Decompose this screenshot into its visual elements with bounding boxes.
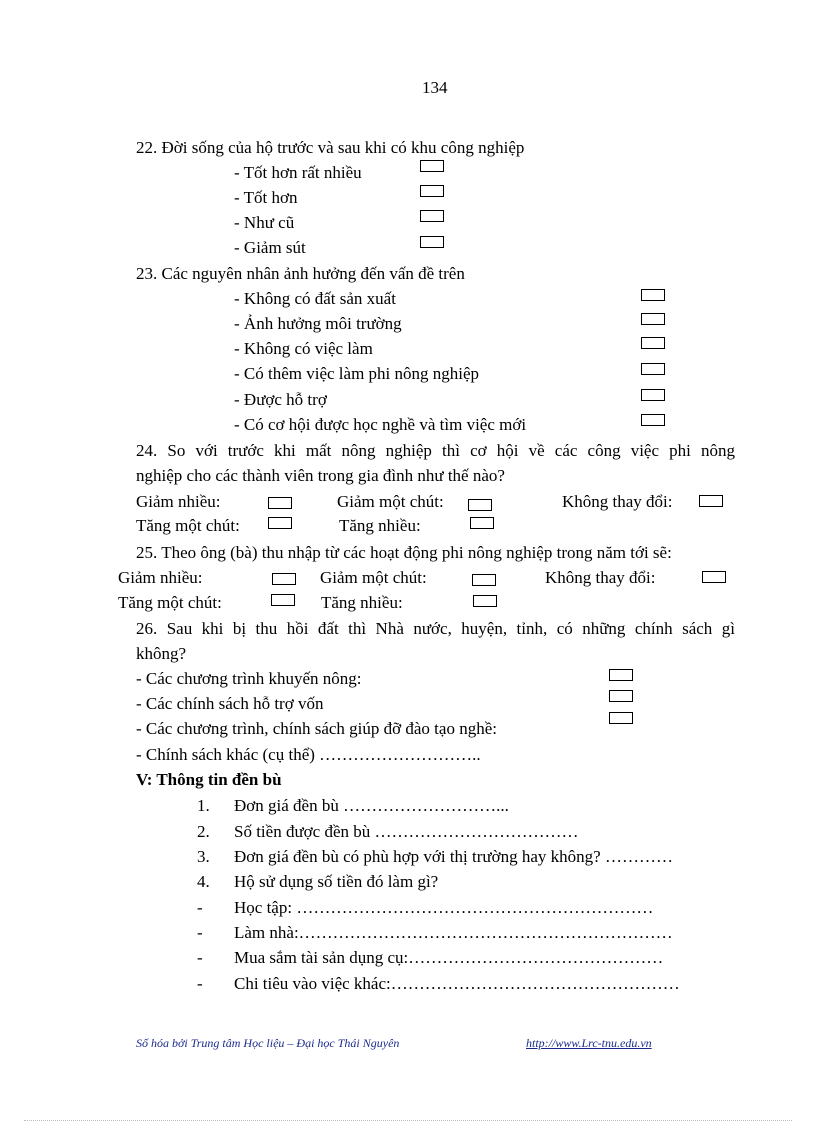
q22-option-label: - Tốt hơn: [234, 188, 298, 207]
q23-option-label: - Không có việc làm: [234, 339, 373, 358]
q24-tang-nhieu-label: Tăng nhiều:: [339, 516, 421, 535]
q23-checkbox[interactable]: [641, 414, 665, 426]
bullet-text: Học tập: ………………………………………………………: [234, 898, 654, 917]
q22-option-label: - Như cũ: [234, 213, 295, 232]
question-22-title: 22. Đời sống của hộ trước và sau khi có khu công nghiệp: [136, 138, 525, 157]
bullet-mark: -: [197, 923, 203, 942]
q22-option-label: - Giảm sút: [234, 238, 306, 257]
q25-tang-nhieu-checkbox[interactable]: [473, 595, 497, 607]
q23-checkbox[interactable]: [641, 337, 665, 349]
q26-checkbox[interactable]: [609, 669, 633, 681]
q23-option-label: - Có cơ hội được học nghề và tìm việc mới: [234, 415, 527, 434]
q25-khong-thay-doi-checkbox[interactable]: [702, 571, 726, 583]
q22-checkbox[interactable]: [420, 236, 444, 248]
q23-option-label: - Ảnh hưởng môi trường: [234, 314, 402, 333]
section-5-heading: V: Thông tin đền bù: [136, 770, 282, 789]
q25-giam-mot-chut-checkbox[interactable]: [472, 574, 496, 586]
q23-option-label: - Không có đất sản xuất: [234, 289, 396, 308]
question-24-line2: nghiệp cho các thành viên trong gia đình như thế nào?: [136, 466, 505, 485]
bullet-text: Làm nhà:…………………………………………………………: [234, 923, 673, 942]
q22-option-label: - Tốt hơn rất nhiều: [234, 163, 362, 182]
q24-khong-thay-doi-checkbox[interactable]: [699, 495, 723, 507]
q26-option-label: - Các chương trình khuyến nông:: [136, 669, 362, 688]
bullet-mark: -: [197, 974, 203, 993]
question-23-title: 23. Các nguyên nhân ảnh hưởng đến vấn đề trên: [136, 264, 465, 283]
bullet-mark: -: [197, 898, 203, 917]
page-bottom-divider: [24, 1120, 792, 1121]
q24-khong-thay-doi-label: Không thay đổi:: [562, 492, 673, 511]
q26-option-label: - Các chính sách hỗ trợ vốn: [136, 694, 324, 713]
q23-option-label: - Có thêm việc làm phi nông nghiệp: [234, 364, 480, 383]
list-item-text: Đơn giá đền bù ………………………...: [234, 796, 509, 815]
footer-source: Số hóa bởi Trung tâm Học liệu – Đại học Thái Nguyên: [136, 1036, 400, 1050]
q25-tang-mot-chut-checkbox[interactable]: [271, 594, 295, 606]
q25-giam-nhieu-checkbox[interactable]: [272, 573, 296, 585]
q26-option-label: - Các chương trình, chính sách giúp đỡ đào tạo nghề:: [136, 719, 497, 738]
q23-checkbox[interactable]: [641, 289, 665, 301]
bullet-mark: -: [197, 948, 203, 967]
q22-checkbox[interactable]: [420, 160, 444, 172]
q23-checkbox[interactable]: [641, 313, 665, 325]
q23-checkbox[interactable]: [641, 389, 665, 401]
q25-tang-mot-chut-label: Tăng một chút:: [118, 593, 222, 612]
bullet-text: Mua sắm tài sản dụng cụ:………………………………………: [234, 948, 664, 967]
q26-checkbox[interactable]: [609, 690, 633, 702]
list-item-text: Đơn giá đền bù có phù hợp với thị trường hay không? …………: [234, 847, 673, 866]
list-number: 4.: [197, 872, 210, 891]
q24-giam-mot-chut-label: Giảm một chút:: [337, 492, 444, 511]
list-number: 2.: [197, 822, 210, 841]
q24-giam-nhieu-checkbox[interactable]: [268, 497, 292, 509]
q22-checkbox[interactable]: [420, 210, 444, 222]
question-26-line1: 26. Sau khi bị thu hồi đất thì Nhà nước, huyện, tỉnh, có những chính sách gì: [136, 619, 735, 638]
q24-tang-nhieu-checkbox[interactable]: [470, 517, 494, 529]
list-number: 3.: [197, 847, 210, 866]
list-item-text: Số tiền được đền bù ………………………………: [234, 822, 579, 841]
q25-tang-nhieu-label: Tăng nhiều:: [321, 593, 403, 612]
q24-tang-mot-chut-label: Tăng một chút:: [136, 516, 240, 535]
bullet-text: Chi tiêu vào việc khác:……………………………………………: [234, 974, 680, 993]
q24-giam-mot-chut-checkbox[interactable]: [468, 499, 492, 511]
footer-link[interactable]: http://www.Lrc-tnu.edu.vn: [526, 1036, 652, 1050]
q26-option-label: - Chính sách khác (cụ thể) ………………………..: [136, 745, 481, 764]
q25-giam-nhieu-label: Giảm nhiều:: [118, 568, 203, 587]
question-24-line1: 24. So với trước khi mất nông nghiệp thì cơ hội về các công việc phi nông: [136, 441, 735, 460]
q25-giam-mot-chut-label: Giảm một chút:: [320, 568, 427, 587]
q22-checkbox[interactable]: [420, 185, 444, 197]
q23-checkbox[interactable]: [641, 363, 665, 375]
question-25-title: 25. Theo ông (bà) thu nhập từ các hoạt động phi nông nghiệp trong năm tới sẽ:: [136, 543, 672, 562]
q25-khong-thay-doi-label: Không thay đổi:: [545, 568, 656, 587]
q26-checkbox[interactable]: [609, 712, 633, 724]
q24-giam-nhieu-label: Giảm nhiều:: [136, 492, 221, 511]
q23-option-label: - Được hỗ trợ: [234, 390, 327, 409]
list-item-text: Hộ sử dụng số tiền đó làm gì?: [234, 872, 439, 891]
question-26-line2: không?: [136, 644, 187, 663]
q24-tang-mot-chut-checkbox[interactable]: [268, 517, 292, 529]
page-number: 134: [422, 78, 448, 97]
list-number: 1.: [197, 796, 210, 815]
